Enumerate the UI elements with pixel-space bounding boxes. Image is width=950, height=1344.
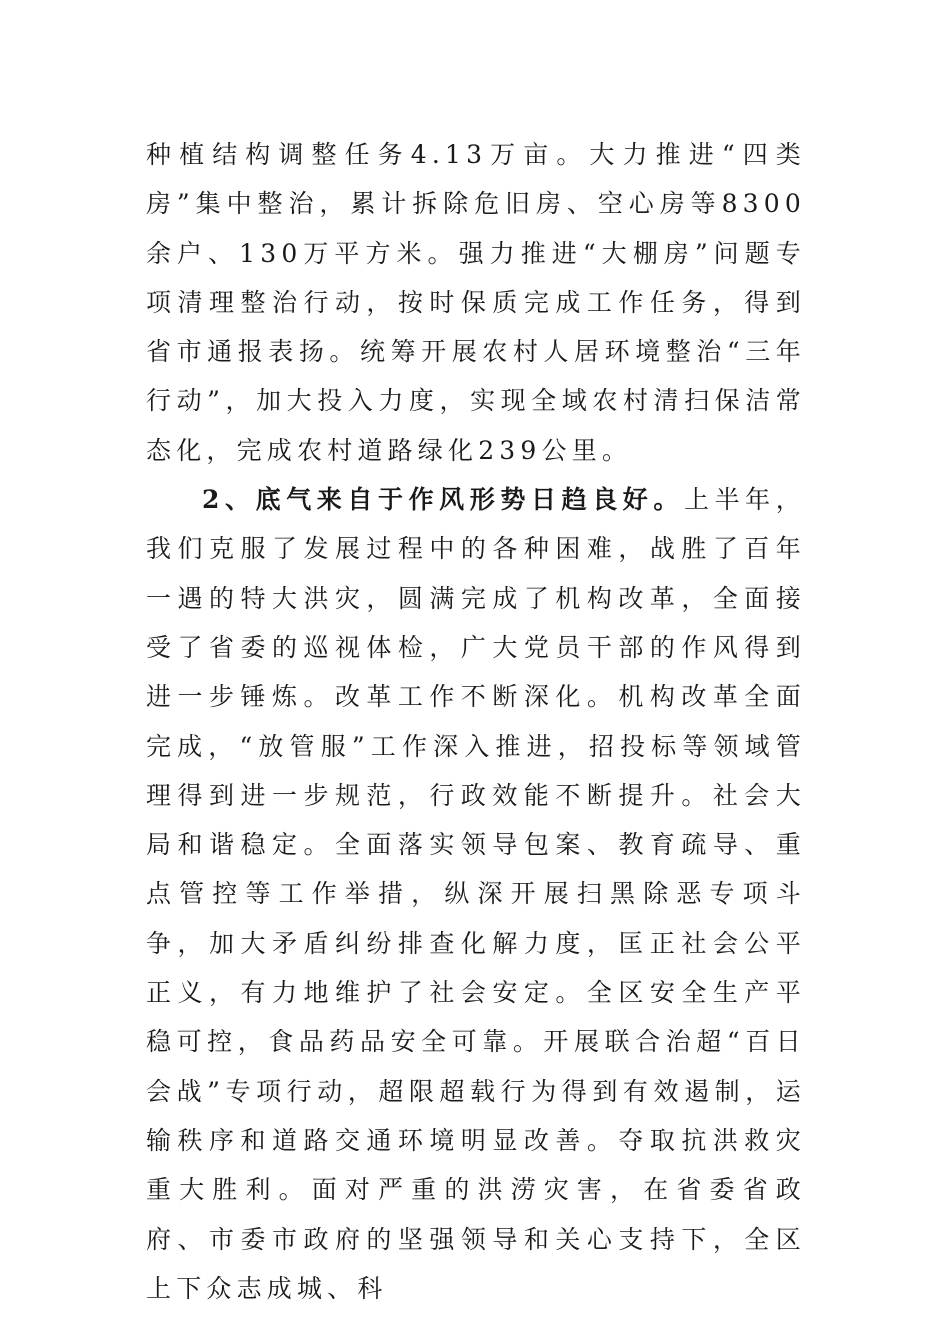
document-body xyxy=(146,130,806,1313)
paragraph-2-body: 上半年，我们克服了发展过程中的各种困难，战胜了百年一遇的特大洪灾，圆满完成了机构改革，全面接受了省委的巡视体检，广大党员干部的作风得到进一步锤炼。改革工作不断深化。机构改革全面完成，“放管服”工作深入推进，招投标等领域管理得到进一步规范，行政效能不断提升。社会大局和谐稳定。全面落实领导包案、教育疏导、重点管控等工作举措，纵深开展扫黑除恶专项斗争，加大矛盾纠纷排查化解力度，匡正社会公平正义，有力地维护了社会安定。全区安全生产平稳可控，食品药品安全可靠。开展联合治超“百日会战”专项行动，超限超载行为得到有效遏制，运输秩序和道路交通环境明显改善。夺取抗洪救灾重大胜利。面对严重的洪涝灾害，在省委省政府、市委市政府的坚强领导和关心支持下，全区上下众志成城、科 xyxy=(146,485,806,1303)
paragraph-2-heading: 2、底气来自于作风形势日趋良好。 xyxy=(202,485,684,515)
paragraph-1: 种植结构调整任务4.13万亩。大力推进“四类房”集中整治，累计拆除危旧房、空心房等8300余户、130万平方米。强力推进“大棚房”问题专项清理整治行动，按时保质完成工作任务，得到省市通报表扬。统筹开展农村人居环境整治“三年行动”，加大投入力度，实现全域农村清扫保洁常态化，完成农村道路绿化239公里。 xyxy=(146,140,806,465)
paragraph-2 xyxy=(146,475,806,1313)
